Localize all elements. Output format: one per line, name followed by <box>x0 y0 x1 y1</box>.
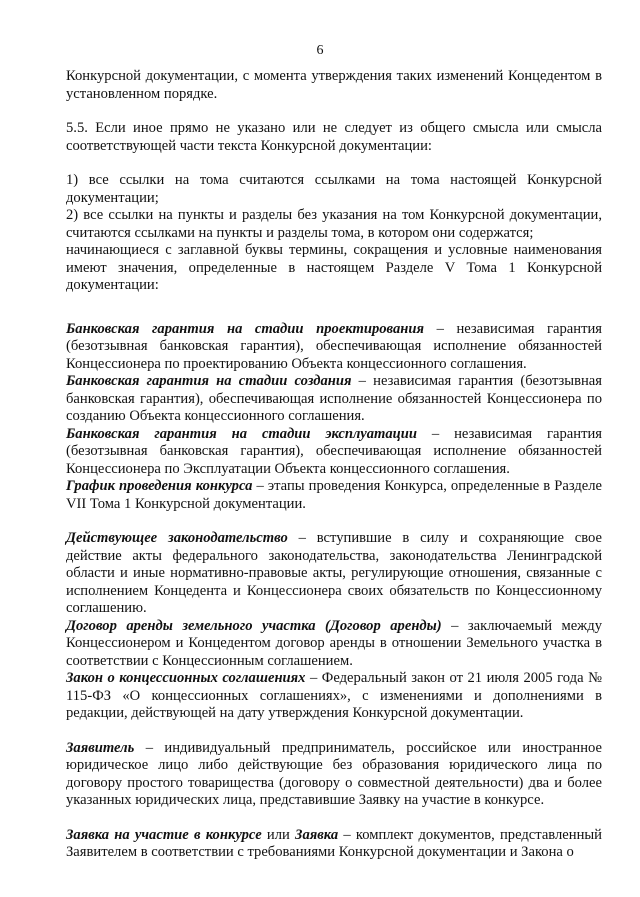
term: Действующее законодательство <box>66 530 288 546</box>
definition-bank-guarantee-operation <box>66 426 602 479</box>
definition-bank-guarantee-design <box>66 321 602 374</box>
definition-concession-law <box>66 670 602 723</box>
definition-land-lease <box>66 618 602 671</box>
paragraph-continuation: Конкурсной документации, с момента утверждения таких изменений Концедентом в установленном порядке. <box>66 68 602 102</box>
definition-text: – независимая гарантия (безотзывная банковская гарантия), обеспечивающая исполнение обязанностей Концессионера по созданию Объекта концессионного соглашения. <box>66 373 602 424</box>
page-number: 6 <box>316 43 324 58</box>
definition-applicant <box>66 740 602 810</box>
definition-text: – независимая гарантия (безотзывная банковская гарантия), обеспечивающая исполнение обязанностей Концессионера по проектированию Объекта концессионного соглашения. <box>66 320 602 372</box>
definition-bank-guarantee-construction <box>66 373 602 426</box>
definition-text: – вступившие в силу и сохраняющие свое действие акты федерального законодательства, законодательства Ленинградской области и иные нормативно-правовые акты, регулирующие отношения, связанные с исполнением Концедента и Концессионера своих обязательств по Концессионному соглашению. <box>66 530 603 616</box>
definition-tender-schedule <box>66 478 602 513</box>
term: Банковская гарантия на стадии эксплуатации <box>66 425 418 442</box>
paragraph-5-5: 5.5. Если иное прямо не указано или не следует из общего смысла или смысла соответствующей части текста Конкурсной документации: <box>66 120 602 154</box>
definition-text: – независимая гарантия (безотзывная банковская гарантия), обеспечивающая исполнение обязанностей Концессионера по Эксплуатации Объекта концессионного соглашения. <box>66 425 602 477</box>
term: Банковская гарантия на стадии проектирования <box>66 320 425 337</box>
definition-text: – комплект документов, представленный Заявителем в соответствии с требованиями Конкурсной документации и Закона о <box>66 826 602 860</box>
definition-application <box>66 827 602 862</box>
term: Заявка на участие в конкурсе <box>66 826 262 843</box>
term-connector: или <box>261 826 296 843</box>
term: Заявитель <box>66 739 135 756</box>
definition-text: – этапы проведения Конкурса, определенные в Разделе VII Тома 1 Конкурсной документации. <box>66 478 602 512</box>
list-item-1: 1) все ссылки на тома считаются ссылками на тома настоящей Конкурсной документации; <box>66 172 602 206</box>
term: Договор аренды земельного участка (Договор аренды) <box>66 617 442 634</box>
term: Закон о концессионных соглашениях <box>66 670 306 686</box>
paragraph-terms-intro: начинающиеся с заглавной буквы термины, сокращения и условные наименования имеют значения, определенные в настоящем Разделе V Тома 1 Конкурсной документации: <box>66 242 602 293</box>
definition-text: – Федеральный закон от 21 июля 2005 года № 115-ФЗ «О концессионных соглашениях», с изменениями и дополнениями в редакции, действующей на дату утверждения Конкурсной документации. <box>66 670 602 721</box>
definition-current-legislation <box>66 530 602 618</box>
definition-text: – индивидуальный предприниматель, российское или иностранное юридическое лицо либо действующие без образования юридического лица по договору простого товарищества (договору о совместной деятельности) два и более указанных юридических лица, представившие Заявку на участие в конкурсе. <box>66 739 602 808</box>
term-alias: Заявка <box>295 826 339 843</box>
term: Банковская гарантия на стадии создания <box>66 373 352 389</box>
term: График проведения конкурса <box>66 478 253 494</box>
list-item-2: 2) все ссылки на пункты и разделы без указания на том Конкурсной документации, считаются ссылками на пункты и разделы тома, в котором они содержатся; <box>66 207 602 241</box>
page-body <box>66 68 602 862</box>
definition-text: – заключаемый между Концессионером и Концедентом договор аренды в отношении Земельного участка в соответствии с Концессионным соглашением. <box>66 617 602 669</box>
